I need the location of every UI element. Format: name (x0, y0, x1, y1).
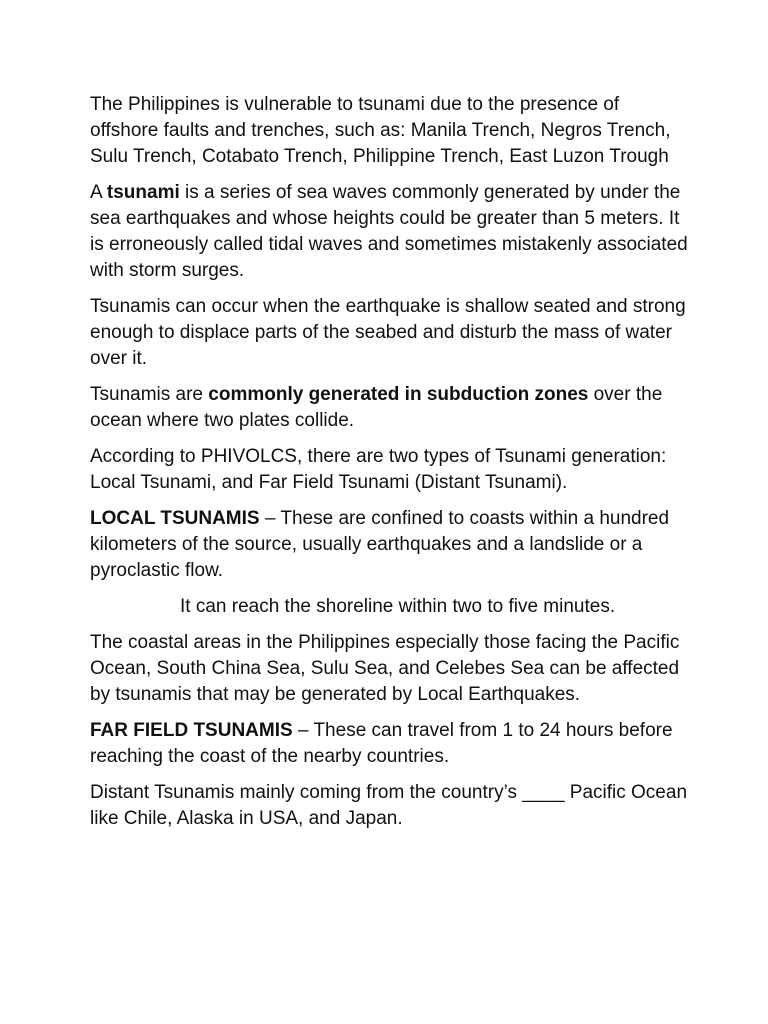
paragraph-local-tsunamis (90, 506, 690, 584)
paragraph-text-after: is a series of sea waves commonly generated by under the sea earthquakes and whose heights could be greater than 5 meters. It is erroneously called tidal waves and sometimes mistakenly associated with storm surges. (90, 182, 688, 281)
paragraph-text: According to PHIVOLCS, there are two types of Tsunami generation: Local Tsunami, and Far Field Tsunami (Distant Tsunami). (90, 446, 667, 493)
paragraph-text: Distant Tsunamis mainly coming from the country’s ____ Pacific Ocean like Chile, Alaska in USA, and Japan. (90, 782, 688, 829)
paragraph-text: Tsunamis can occur when the earthquake is shallow seated and strong enough to displace parts of the seabed and disturb the mass of water over it. (90, 296, 686, 369)
bold-term-far-field-tsunamis: FAR FIELD TSUNAMIS (90, 720, 293, 741)
paragraph-occurrence (90, 294, 690, 372)
paragraph-text: The Philippines is vulnerable to tsunami due to the presence of offshore faults and trenches, such as: Manila Trench, Negros Trench, Sulu Trench, Cotabato Trench, Philippine Trench, East Luzon Trough (90, 94, 671, 167)
paragraph-vulnerability (90, 92, 690, 170)
paragraph-subduction (90, 382, 690, 434)
bold-term-tsunami: tsunami (106, 182, 180, 203)
paragraph-text: The coastal areas in the Philippines especially those facing the Pacific Ocean, South China Sea, Sulu Sea, and Celebes Sea can be affected by tsunamis that may be generated by Local Earthquakes. (90, 632, 680, 705)
paragraph-text-after: over the ocean where two plates collide. (90, 384, 663, 431)
paragraph-tsunami-definition (90, 180, 690, 284)
bold-term-subduction: commonly generated in subduction zones (208, 384, 589, 405)
paragraph-shoreline-time (90, 594, 690, 620)
paragraph-text: It can reach the shoreline within two to five minutes. (180, 596, 616, 617)
paragraph-text-before: A (90, 182, 107, 203)
document-body (90, 92, 690, 842)
paragraph-phivolcs-types (90, 444, 690, 496)
bold-term-local-tsunamis: LOCAL TSUNAMIS (90, 508, 260, 529)
paragraph-far-field-tsunamis (90, 718, 690, 770)
paragraph-text-after: – These are confined to coasts within a hundred kilometers of the source, usually earthquakes and a landslide or a pyroclastic flow. (90, 508, 670, 581)
paragraph-distant-tsunamis (90, 780, 690, 832)
paragraph-text-after: – These can travel from 1 to 24 hours before reaching the coast of the nearby countries. (90, 720, 673, 767)
paragraph-coastal-areas (90, 630, 690, 708)
paragraph-text-before: Tsunamis are (90, 384, 209, 405)
